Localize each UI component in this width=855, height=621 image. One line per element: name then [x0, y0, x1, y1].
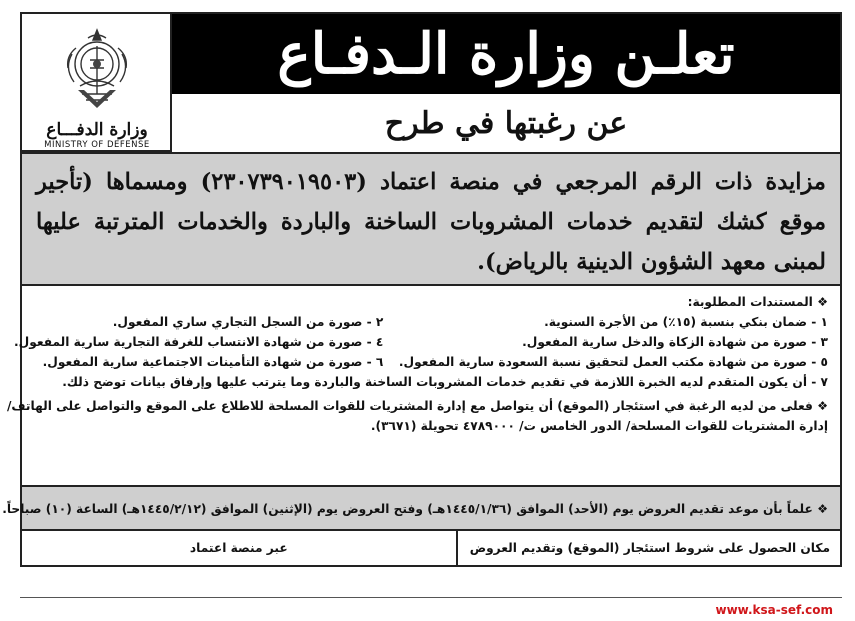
website-link[interactable]: www.ksa-sef.com: [715, 603, 833, 617]
footer-divider: [20, 597, 842, 598]
required-documents: [6, 290, 840, 480]
ministry-name-english: MINISTRY OF DEFENSE: [44, 140, 150, 150]
auction-subject-text: مزايدة ذات الرقم المرجعي في منصة اعتماد (٢٣٠٧٣٩٠١٩٥٠٣) ومسماها (تأجير موقع كشك لتقديم خدمات المشروبات الساخنة والباردة والخدمات المترتبة عليها لمبنى معهد الشؤون الدينية بالرياض).: [36, 169, 826, 275]
page-title: تعلـن وزارة الـدفـاع: [277, 21, 735, 87]
document-item: ٥ - صورة من شهادة مكتب العمل لتحقيق نسبة السعودة سارية المفعول.: [398, 355, 828, 369]
emblem-icon: [60, 24, 134, 116]
submission-place-row: [22, 529, 840, 565]
submission-place-label: مكان الحصول على شروط استئجار (الموقع) وتقديم العروض: [456, 531, 840, 565]
submission-dates-note: ❖ علماً بأن موعد تقديم العروض يوم (الأحد) الموافق (١٤٤٥/١/٣٦هـ) وفتح العروض يوم (الإثنين) الموافق (١٤٤٥/٢/١٢هـ) الساعة (١٠) صباحاً.: [22, 485, 840, 529]
ministry-name-arabic: وزارة الدفـــاع: [46, 120, 148, 140]
contact-note: ❖ فعلى من لديه الرغبة في استئجار (الموقع) أن يتواصل مع إدارة المشتريات للقوات المسلحة للاطلاع على الموقع والتواصل على الهاتف/: [6, 399, 828, 413]
auction-subject: [22, 152, 840, 286]
page-subtitle: عن رغبتها في طرح: [384, 106, 628, 141]
title-banner: [172, 14, 840, 94]
document-item: ٣ - صورة من شهادة الزكاة والدخل سارية المفعول.: [522, 335, 828, 349]
document-item: ٧ - أن يكون المتقدم لديه الخبرة اللازمة في تقديم خدمات المشروبات الساخنة والباردة وما يترتب عليها وإرفاق بيانات توضح ذلك.: [62, 375, 828, 389]
document-item: ٦ - صورة من شهادة التأمينات الاجتماعية سارية المفعول.: [42, 355, 384, 369]
document-item: ٢ - صورة من السجل التجاري ساري المفعول.: [112, 315, 384, 329]
ministry-logo: [22, 14, 172, 152]
contact-details: إدارة المشتريات للقوات المسلحة/ الدور الخامس ت/ ٤٧٨٩٠٠٠ تحويلة (٣٦٧١).: [370, 419, 828, 433]
document-item: ١ - ضمان بنكي بنسبة (١٥٪) من الأجرة السنوية.: [544, 315, 828, 329]
documents-heading: ❖ المستندات المطلوبة:: [687, 295, 828, 309]
submission-place-value: عبر منصة اعتماد: [189, 541, 288, 555]
document-item: ٤ - صورة من شهادة الانتساب للغرفة التجارية سارية المفعول.: [14, 335, 384, 349]
